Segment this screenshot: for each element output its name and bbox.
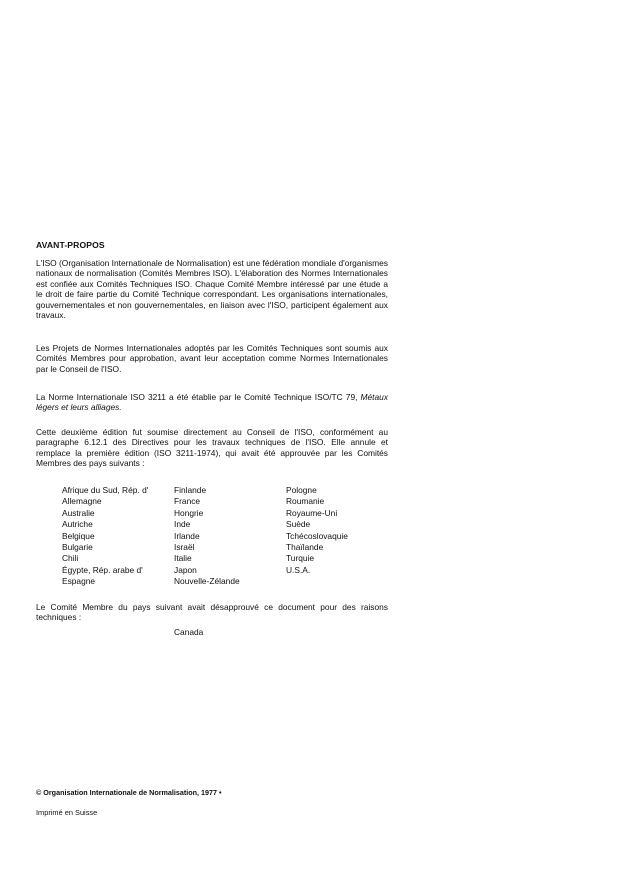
- country-item: Allemagne: [62, 496, 102, 507]
- country-item: Hongrie: [174, 507, 204, 518]
- country-item: Égypte, Rép. arabe d': [62, 564, 143, 575]
- country-item: Chili: [62, 553, 79, 564]
- paragraph-technical-committee: [36, 392, 388, 413]
- country-column: [174, 485, 240, 588]
- country-item: Tchécoslovaquie: [286, 530, 348, 541]
- paragraph-iso-intro: L'ISO (Organisation Internationale de Normalisation) est une fédération mondiale d'organismes nationaux de normalisation (Comités Membres ISO). L'élaboration des Normes Internationales est confiée aux Comités Techniques ISO. Chaque Comité Membre intéressé par une étude a le droit de faire partie du Comité Technique correspondant. Les organisations internationales, gouvernementales et non gouvernementales, en liaison avec l'ISO, participent également aux travaux.: [36, 258, 388, 321]
- country-column: [286, 485, 348, 576]
- country-item: Roumanie: [286, 496, 325, 507]
- country-item: Finlande: [174, 485, 207, 495]
- dissenting-country: Canada: [174, 627, 204, 637]
- committee-title: Métaux légers et leurs alliages.: [36, 392, 389, 413]
- country-item: Inde: [174, 519, 191, 530]
- country-item: U.S.A.: [286, 564, 311, 575]
- country-item: Afrique du Sud, Rép. d': [62, 485, 149, 495]
- printed-in: Imprimé en Suisse: [36, 808, 98, 817]
- country-item: Autriche: [62, 519, 93, 530]
- country-item: Australie: [62, 507, 95, 518]
- country-item: Pologne: [286, 485, 317, 495]
- paragraph-draft-standards: Les Projets de Normes Internationales adoptés par les Comités Techniques sont soumis aux Comités Membres pour approbation, avant leur acceptation comme Normes Internationales par le Conseil de l'ISO.: [36, 343, 388, 374]
- country-item: Bulgarie: [62, 541, 93, 552]
- paragraph-second-edition: Cette deuxième édition fut soumise directement au Conseil de l'ISO, conformément au paragraphe 6.12.1 des Directives pour les travaux techniques de l'ISO. Elle annule et remplace la première édition (ISO 3211-1974), qui avait été approuvée par les Comités Membres des pays suivants :: [36, 427, 388, 469]
- country-item: Suède: [286, 519, 311, 530]
- country-item: Espagne: [62, 576, 96, 587]
- country-item: Thaïlande: [286, 541, 324, 552]
- country-item: Japon: [174, 564, 197, 575]
- country-column: [62, 485, 148, 588]
- country-item: Belgique: [62, 530, 95, 541]
- country-item: France: [174, 496, 201, 507]
- committee-text: La Norme Internationale ISO 3211 a été établie par le Comité Technique ISO/TC 79,: [36, 392, 358, 402]
- country-item: Turquie: [286, 553, 315, 564]
- country-item: Italie: [174, 553, 192, 564]
- section-heading: AVANT-PROPOS: [36, 240, 105, 250]
- paragraph-disapproval: Le Comité Membre du pays suivant avait désapprouvé ce document pour des raisons techniques :: [36, 602, 388, 623]
- copyright-notice: © Organisation Internationale de Normalisation, 1977 •: [36, 788, 222, 797]
- country-item: Nouvelle-Zélande: [174, 576, 240, 587]
- country-item: Royaume-Uni: [286, 507, 338, 518]
- country-item: Israël: [174, 541, 195, 552]
- country-item: Irlande: [174, 530, 200, 541]
